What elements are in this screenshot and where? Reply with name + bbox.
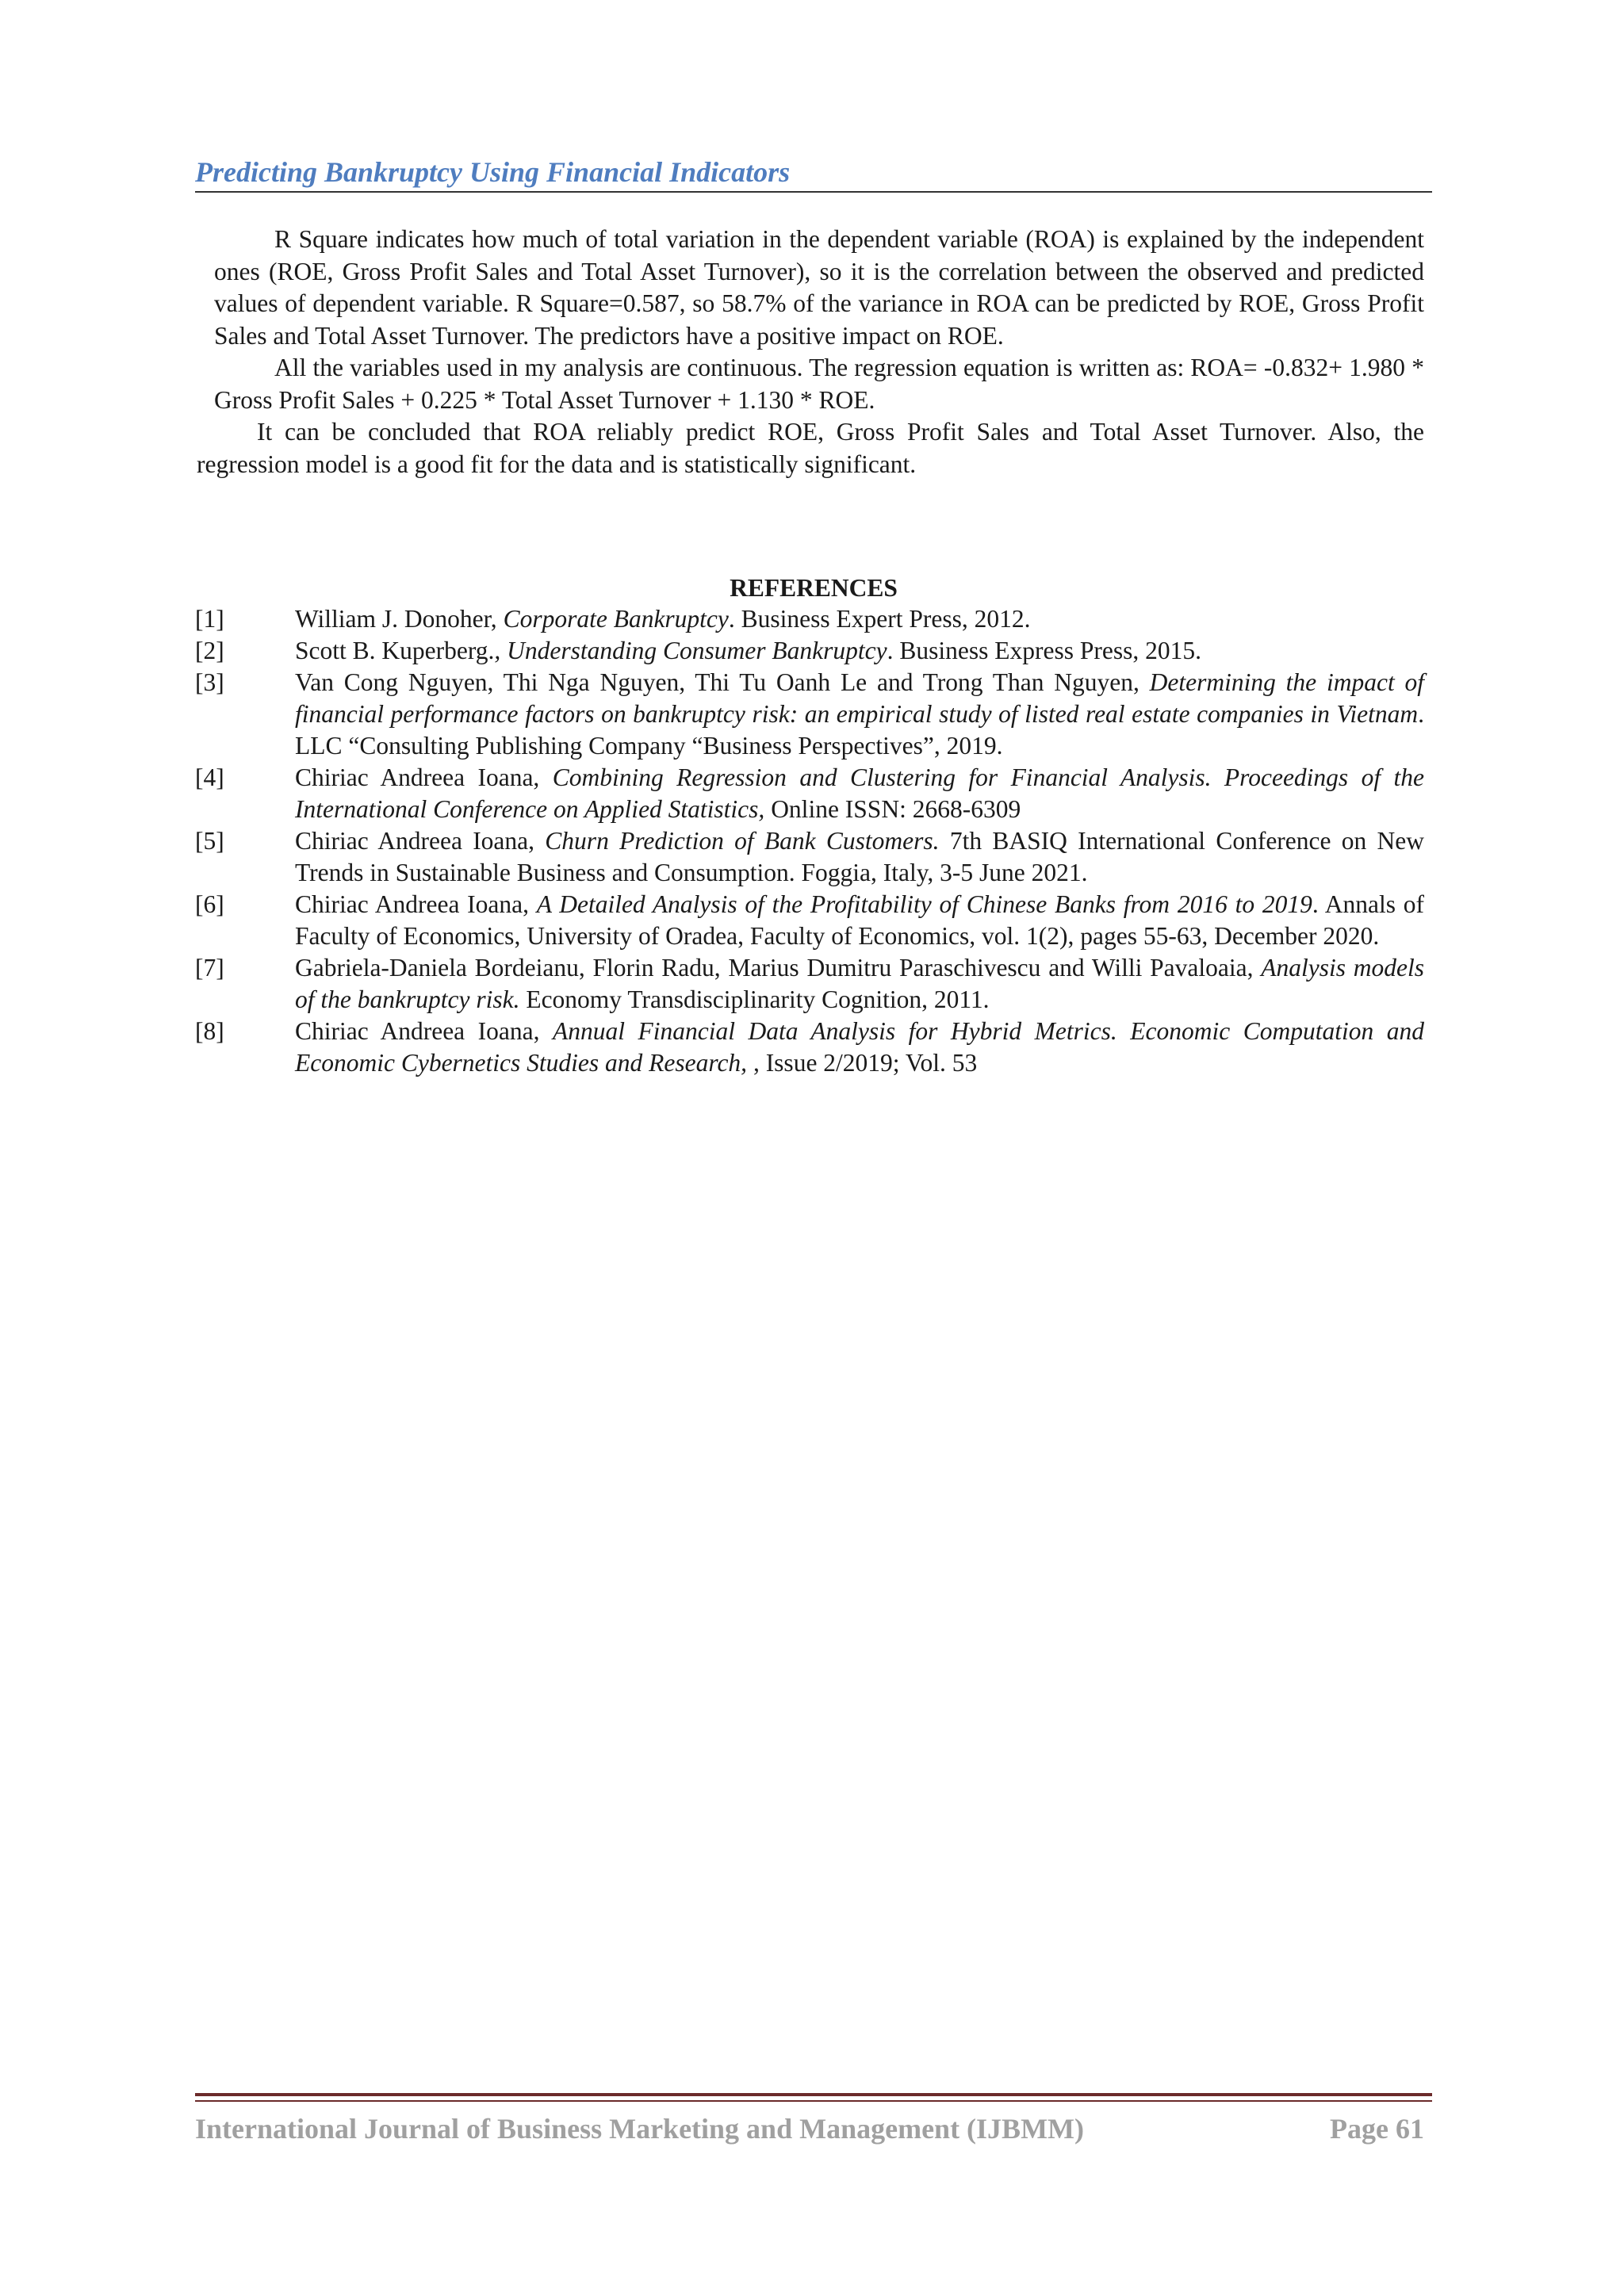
reference-text: Chiriac Andreea Ioana, Annual Financial Data Analysis for Hybrid Metrics. Economic Computation and Economic Cybernetics Studies and Research, , Issue 2/2019; Vol. 53 (295, 1017, 1424, 1077)
journal-name: International Journal of Business Marketing and Management (IJBMM) (195, 2113, 1085, 2145)
reference-text: Chiriac Andreea Ioana, Combining Regression and Clustering for Financial Analysis. Proceedings of the International Conference on Applied Statistics, Online ISSN: 2668-6309 (295, 763, 1424, 823)
reference-number: [4] (195, 763, 224, 791)
reference-text: Van Cong Nguyen, Thi Nga Nguyen, Thi Tu Oanh Le and Trong Than Nguyen, Determining the impact of financial performance factors on bankruptcy risk: an empirical study of listed real estate companies in Vietnam. LLC “Consulting Publishing Company “Business Perspectives”, 2019. (295, 668, 1424, 760)
footer-rule (195, 2100, 1432, 2102)
reference-item (195, 762, 1424, 825)
references-list (195, 603, 1424, 1079)
reference-item (195, 952, 1424, 1016)
running-footer (195, 2109, 1424, 2149)
reference-item (195, 603, 1424, 635)
header-rule (195, 191, 1432, 193)
reference-item (195, 1016, 1424, 1079)
reference-number: [5] (195, 827, 224, 855)
reference-text: William J. Donoher, Corporate Bankruptcy. Business Expert Press, 2012. (295, 605, 1031, 633)
reference-item (195, 635, 1424, 667)
reference-number: [1] (195, 605, 224, 633)
footer-rule (195, 2093, 1432, 2096)
reference-number: [3] (195, 668, 224, 696)
reference-item (195, 825, 1424, 889)
reference-number: [8] (195, 1017, 224, 1045)
reference-item (195, 667, 1424, 762)
body-text (197, 224, 1424, 480)
reference-number: [6] (195, 890, 224, 918)
reference-item (195, 889, 1424, 952)
running-header: Predicting Bankruptcy Using Financial Indicators (195, 156, 791, 188)
body-paragraph: All the variables used in my analysis are continuous. The regression equation is written as: ROA= -0.832+ 1.980 * Gross Profit Sales + 0.225 * Total Asset Turnover + 1.130 * ROE. (214, 354, 1424, 414)
reference-text: Gabriela-Daniela Bordeianu, Florin Radu, Marius Dumitru Paraschivescu and Willi Pavaloaia, Analysis models of the bankruptcy risk. Economy Transdisciplinarity Cognition, 2011. (295, 954, 1425, 1013)
reference-text: Scott B. Kuperberg., Understanding Consumer Bankruptcy. Business Express Press, 2015. (295, 637, 1201, 664)
reference-text: Chiriac Andreea Ioana, A Detailed Analysis of the Profitability of Chinese Banks from 2016 to 2019. Annals of Faculty of Economics, University of Oradea, Faculty of Economics, vol. 1(2), pages 55-63, December 2020. (295, 890, 1424, 950)
body-paragraph: R Square indicates how much of total variation in the dependent variable (ROA) is explained by the independent ones (ROE, Gross Profit Sales and Total Asset Turnover), so it is the correlation between the observed and predicted values of dependent variable. R Square=0.587, so 58.7% of the variance in ROA can be predicted by ROE, Gross Profit Sales and Total Asset Turnover. The predictors have a positive impact on ROE. (214, 225, 1424, 350)
reference-text: Chiriac Andreea Ioana, Churn Prediction of Bank Customers. 7th BASIQ International Conference on New Trends in Sustainable Business and Consumption. Foggia, Italy, 3-5 June 2021. (295, 827, 1425, 886)
references-heading: REFERENCES (730, 574, 898, 602)
page-number: Page 61 (1330, 2113, 1424, 2145)
body-paragraph: It can be concluded that ROA reliably predict ROE, Gross Profit Sales and Total Asset Turnover. Also, the regression model is a good fit for the data and is statistically significant. (197, 418, 1424, 478)
reference-number: [2] (195, 637, 224, 664)
reference-number: [7] (195, 954, 224, 982)
